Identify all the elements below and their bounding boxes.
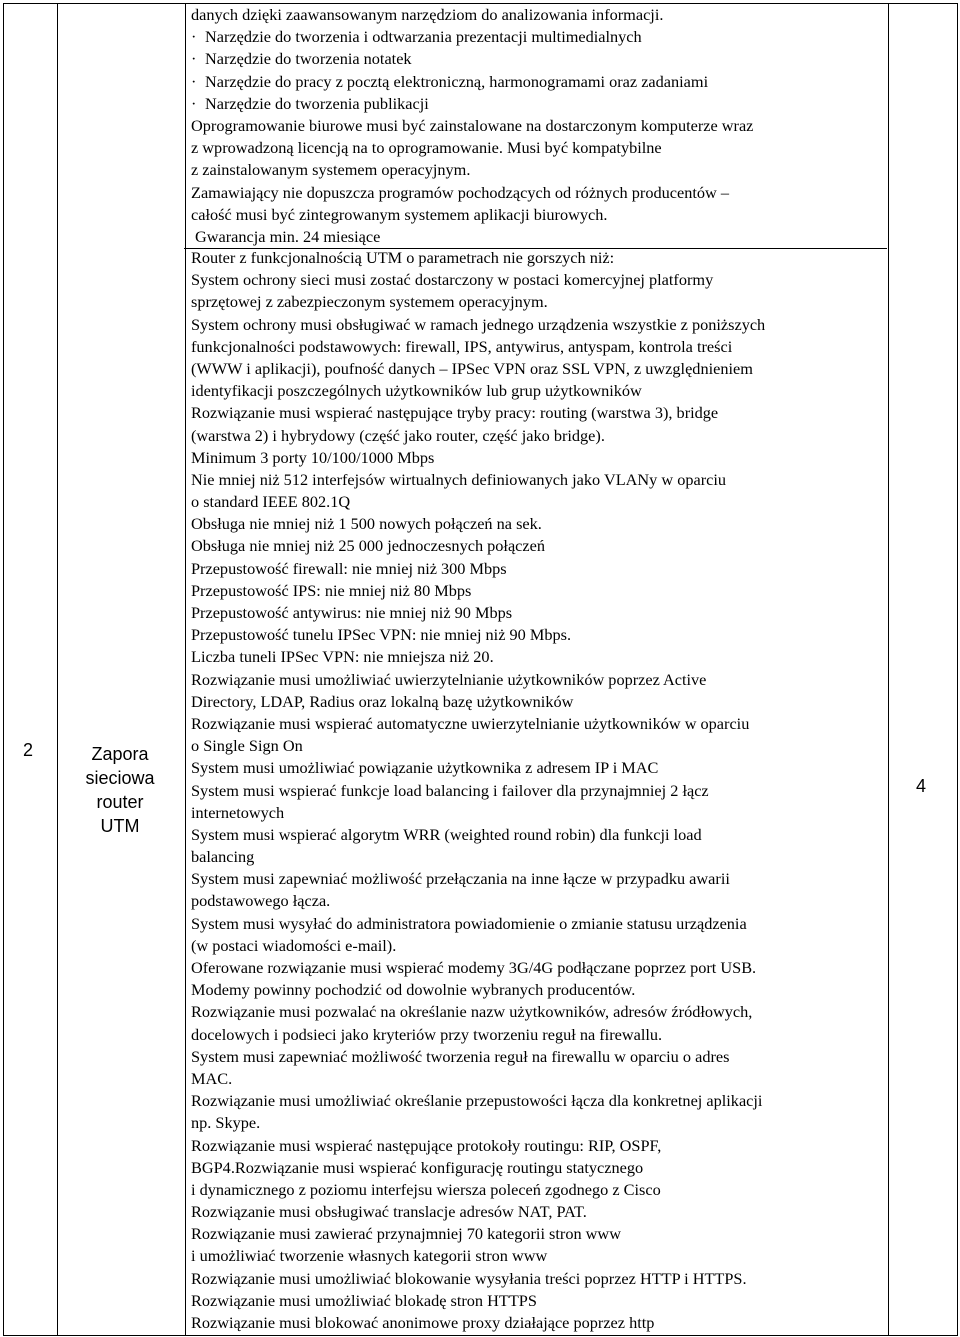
- description-line: Rozwiązanie musi umożliwiać blokowanie wysyłania treści poprzez HTTP i HTTPS.: [191, 1268, 747, 1288]
- description-line: Przepustowość IPS: nie mniej niż 80 Mbps: [191, 580, 472, 600]
- description-line: podstawowego łącza.: [191, 891, 331, 911]
- description-line: Rozwiązanie musi pozwalać na określanie nazw użytkowników, adresów źródłowych,: [191, 1002, 753, 1022]
- item-name-line: UTM: [100, 816, 140, 836]
- column-divider: [185, 4, 186, 1335]
- description-line: System musi umożliwiać powiązanie użytkownika z adresem IP i MAC: [191, 758, 659, 778]
- description-line: Przepustowość firewall: nie mniej niż 300 Mbps: [191, 558, 507, 578]
- description-line: Oferowane rozwiązanie musi wspierać modemy 3G/4G podłączane poprzez port USB.: [191, 958, 757, 977]
- description-line: sprzętowej z zabezpieczonym systemem operacyjnym.: [191, 292, 548, 312]
- description-line: System musi zapewniać możliwość przełączania na inne łącze w przypadku awarii: [191, 869, 730, 889]
- bullet-line: [191, 71, 883, 93]
- column-divider: [888, 4, 889, 1335]
- description-line: System musi wspierać funkcje load balancing i failover dla przynajmniej 2 łącz: [191, 780, 709, 800]
- description-line: Directory, LDAP, Radius oraz lokalną bazę użytkowników: [191, 691, 574, 711]
- description-line: o standard IEEE 802.1Q: [191, 492, 351, 512]
- description-line: Obsługa nie mniej niż 25 000 jednoczesnych połączeń: [191, 536, 546, 556]
- bullet-line-text: Narzędzie do tworzenia notatek: [205, 49, 412, 69]
- description-line: Nie mniej niż 512 interfejsów wirtualnych definiowanych jako VLANy w oparciu: [191, 469, 727, 489]
- description-line: balancing: [191, 847, 255, 867]
- bullet-line-text: Narzędzie do pracy z pocztą elektroniczną, harmonogramami oraz zadaniami: [205, 71, 709, 91]
- bullet-line: [191, 48, 883, 70]
- description-line: funkcjonalności podstawowych: firewall, IPS, antywirus, antyspam, kontrola treści: [191, 336, 733, 356]
- description-line: identyfikacji poszczególnych użytkowników lub grup użytkowników: [191, 381, 642, 401]
- description-line: np. Skype.: [191, 1113, 261, 1133]
- description-line: System musi wspierać algorytm WRR (weighted round robin) dla funkcji load: [191, 824, 702, 844]
- description-line: (w postaci wiadomości e-mail).: [191, 935, 397, 955]
- description-line: MAC.: [191, 1068, 233, 1088]
- description-line: System musi zapewniać możliwość tworzenia reguł na firewallu w oparciu o adres: [191, 1046, 730, 1066]
- description-line: System ochrony musi obsługiwać w ramach jednego urządzenia wszystkie z poniższych: [191, 314, 766, 334]
- description-line: z wprowadzoną licencją na to oprogramowanie. Musi być kompatybilne: [191, 138, 662, 158]
- item-name: [57, 742, 183, 838]
- description-line: Rozwiązanie musi wspierać następujące protokoły routingu: RIP, OSPF,: [191, 1135, 662, 1155]
- description-line: z zainstalowanym systemem operacyjnym.: [191, 160, 471, 180]
- description-line: i dynamicznego z poziomu interfejsu wiersza poleceń zgodnego z Cisco: [191, 1179, 661, 1199]
- description-line: o Single Sign On: [191, 736, 303, 756]
- description-line: Oprogramowanie biurowe musi być zainstalowane na dostarczonym komputerze wraz: [191, 115, 754, 135]
- description-line: Rozwiązanie musi umożliwiać określanie przepustowości łącza dla konkretnej aplikacji: [191, 1091, 763, 1111]
- description-line: System ochrony sieci musi zostać dostarczony w postaci komercyjnej platformy: [191, 270, 714, 290]
- bullet-line-text: Narzędzie do tworzenia i odtwarzania prezentacji multimedialnych: [205, 27, 642, 47]
- utm-description: [191, 247, 883, 1334]
- description-line: Rozwiązanie musi wspierać następujące tryby pracy: routing (warstwa 3), bridge: [191, 403, 719, 423]
- description-line: (WWW i aplikacji), poufność danych – IPSec VPN oraz SSL VPN, z uwzględnieniem: [191, 358, 753, 378]
- description-line: Liczba tuneli IPSec VPN: nie mniejsza niż 20.: [191, 647, 494, 667]
- bullet-line-text: Narzędzie do tworzenia publikacji: [205, 93, 429, 113]
- item-quantity: 4: [915, 776, 926, 796]
- description-line: BGP4.Rozwiązanie musi wspierać konfigurację routingu statycznego: [191, 1157, 644, 1177]
- description-line: Rozwiązanie musi umożliwiać uwierzytelnianie użytkowników poprzez Active: [191, 669, 707, 689]
- description-line: Zamawiający nie dopuszcza programów pochodzących od różnych producentów –: [191, 182, 729, 202]
- description-line: docelowych i podsieci jako kryteriów przy tworzeniu reguł na firewallu.: [191, 1024, 663, 1044]
- description-line: Przepustowość tunelu IPSec VPN: nie mniej niż 90 Mbps.: [191, 625, 572, 645]
- description-line: Rozwiązanie musi obsługiwać translacje adresów NAT, PAT.: [191, 1202, 587, 1222]
- description-line: internetowych: [191, 802, 285, 822]
- description-line: Rozwiązanie musi wspierać automatyczne uwierzytelnianie użytkowników w oparciu: [191, 713, 750, 733]
- bullet-line: [191, 93, 883, 115]
- description-line: Router z funkcjonalnością UTM o parametrach nie gorszych niż:: [191, 248, 615, 267]
- warranty-line: Gwarancja min. 24 miesiące: [195, 226, 381, 246]
- item-name-line: sieciowa: [85, 768, 155, 788]
- item-name-line: Zapora: [91, 744, 149, 764]
- description-line: System musi wysyłać do administratora powiadomienie o zmianie statusu urządzenia: [191, 913, 747, 933]
- description-line: Modemy powinny pochodzić od dowolnie wybranych producentów.: [191, 980, 636, 1000]
- description-line: całość musi być zintegrowanym systemem aplikacji biurowych.: [191, 204, 608, 224]
- description-line: Rozwiązanie musi zawierać przynajmniej 70 kategorii stron www: [191, 1224, 621, 1244]
- description-line: Obsługa nie mniej niż 1 500 nowych połączeń na sek.: [191, 514, 542, 534]
- description-line: danych dzięki zaawansowanym narzędziom do analizowania informacji.: [191, 5, 664, 24]
- description-line: Rozwiązanie musi blokować anonimowe proxy działające poprzez http: [191, 1313, 655, 1332]
- description-line: i umożliwiać tworzenie własnych kategorii stron www: [191, 1246, 548, 1266]
- row-number: 2: [22, 740, 33, 760]
- description-line: Minimum 3 porty 10/100/1000 Mbps: [191, 447, 435, 467]
- office-software-description: [191, 4, 883, 248]
- description-line: (warstwa 2) i hybrydowy (część jako router, część jako bridge).: [191, 425, 605, 445]
- item-name-line: router: [96, 792, 144, 812]
- description-line: Rozwiązanie musi umożliwiać blokadę stron HTTPS: [191, 1290, 537, 1310]
- column-divider: [57, 4, 58, 1335]
- description-line: Przepustowość antywirus: nie mniej niż 90 Mbps: [191, 603, 513, 622]
- bullet-line: [191, 26, 883, 48]
